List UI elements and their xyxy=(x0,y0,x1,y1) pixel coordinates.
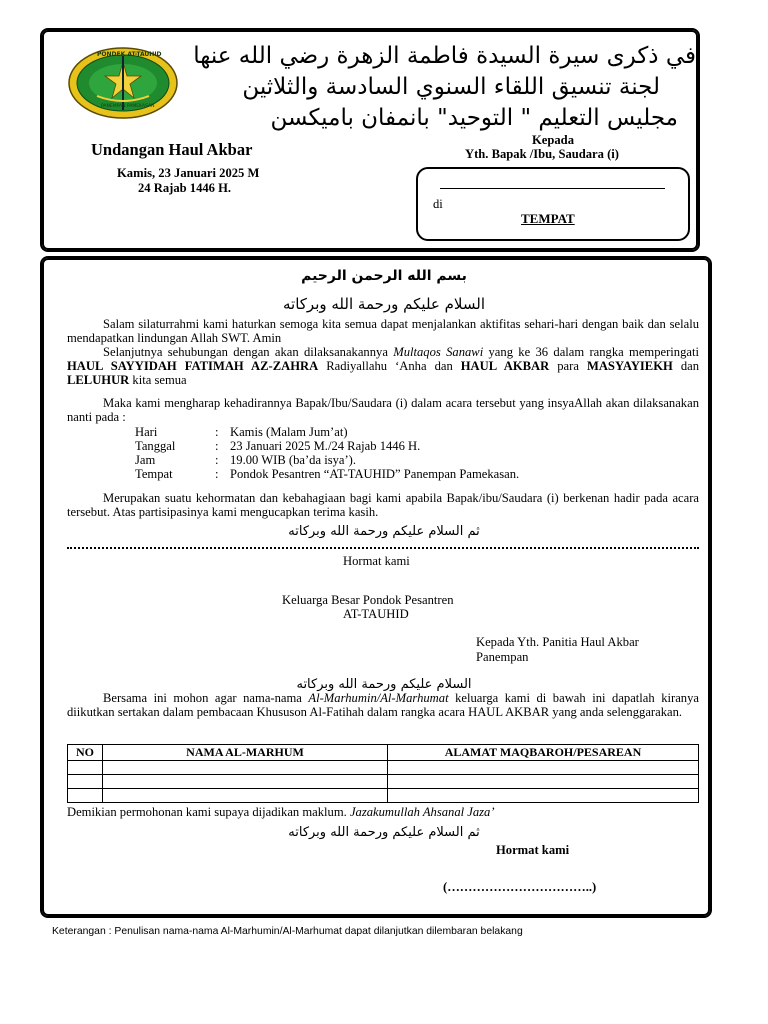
detail-jam xyxy=(135,453,356,468)
paragraph-request-text: Maka kami mengharap kehadirannya Bapak/Ibu/Saudara (i) dalam acara tersebut yang insyaAllah akan dilaksanakan nanti pada : xyxy=(67,396,699,424)
paragraph-event xyxy=(67,346,699,387)
keluarga-line2: AT-TAUHID xyxy=(343,607,409,621)
p2-text-e: dan xyxy=(672,358,700,373)
paragraph-greeting-text: Salam silaturrahmi kami haturkan semoga kita semua dapat menjalankan aktifitas sehari-hari dengan baik dan selalu mendapatkan lindungan Allah SWT. Amin xyxy=(67,317,699,345)
detail-tanggal xyxy=(135,439,420,454)
invitation-date-hijri: 24 Rajab 1446 H. xyxy=(138,181,232,195)
table-header-row xyxy=(68,745,699,761)
reply-closing-italic: Jazakumullah Ahsanal Jaza’ xyxy=(349,805,495,819)
invitation-date-masehi: Kamis, 23 Januari 2025 M xyxy=(117,166,260,180)
header-arabic-line3: مجليس التعليم " التوحيد" بانمفان باميكسن xyxy=(270,105,678,131)
logo-text-bottom: PANEMPAN PAMEKASAN xyxy=(101,104,155,109)
detail-value: 19.00 WIB (ba’da isya’). xyxy=(230,453,357,467)
detail-sep: : xyxy=(215,439,219,453)
address-tempat: TEMPAT xyxy=(521,211,575,226)
cell-alamat[interactable] xyxy=(388,775,699,789)
address-box xyxy=(416,167,690,241)
salam-opening: السلام عليكم ورحمة الله وبركاته xyxy=(283,295,485,313)
p2-bold-haul-sayyidah: HAUL SAYYIDAH FATIMAH AZ-ZAHRA xyxy=(67,358,319,373)
reply-closing xyxy=(67,805,495,820)
cell-no[interactable] xyxy=(68,789,103,803)
recipient-kepada: Kepada xyxy=(532,133,574,147)
address-di: di xyxy=(433,197,443,211)
reply-salam-closing: ثم السلام عليكم ورحمة الله وبركاته xyxy=(288,825,480,840)
salam-closing: ثم السلام عليكم ورحمة الله وبركاته xyxy=(288,524,480,539)
paragraph-closing-text: Merupakan suatu kehormatan dan kebahagiaan bagi kami apabila Bapak/ibu/Saudara (i) berkenan hadir pada acara tersebut. Atas partisipasinya kami mengucapkan terima kasih. xyxy=(67,491,699,519)
paragraph-closing xyxy=(67,492,699,520)
address-name-line xyxy=(440,188,665,189)
cell-no[interactable] xyxy=(68,775,103,789)
detail-label: Jam xyxy=(135,453,156,467)
school-logo xyxy=(67,46,179,120)
reply-text-b: keluarga kami di bawah ini dapatlah kiranya diikutkan sertakan dalam pembacaan Khususon Al-Fatihah dalam rangka acara HAUL AKBAR yang anda selenggarakan. xyxy=(67,691,699,719)
col-no: NO xyxy=(68,745,103,761)
reply-closing-text: Demikian permohonan kami supaya dijadikan maklum. xyxy=(67,805,350,819)
header-arabic-line1: في ذكرى سيرة السيدة فاطمة الزهرة رضي الله عنها xyxy=(193,43,696,69)
basmalah: بسم الله الرحمن الرحيم xyxy=(301,268,467,284)
footnote: Keterangan : Penulisan nama-nama Al-Marhumin/Al-Marhumat dapat dilanjutkan dilembaran belakang xyxy=(52,926,523,937)
p2-text-f: kita semua xyxy=(129,372,187,387)
p2-text-d: para xyxy=(549,358,587,373)
reply-italic: Al-Marhumin/Al-Marhumat xyxy=(308,691,449,705)
recipient-yth: Yth. Bapak /Ibu, Saudara (i) xyxy=(465,147,619,161)
reply-paragraph xyxy=(67,692,699,720)
reply-text-a: Bersama ini mohon agar nama-nama xyxy=(103,691,309,705)
cell-alamat[interactable] xyxy=(388,789,699,803)
p2-bold-leluhur: LELUHUR xyxy=(67,372,130,387)
logo-text-top: PONDEK AT-TAUHID xyxy=(97,51,162,58)
keluarga-line1: Keluarga Besar Pondok Pesantren xyxy=(282,593,454,607)
paragraph-request xyxy=(67,397,699,425)
p2-italic: Multaqos Sanawi xyxy=(393,345,484,359)
p2-bold-masyayiekh: MASYAYIEKH xyxy=(586,358,673,373)
detail-label: Tanggal xyxy=(135,439,176,453)
detail-value: 23 Januari 2025 M./24 Rajab 1446 H. xyxy=(230,439,421,453)
reply-salam-opening: السلام عليكم ورحمة الله وبركاته xyxy=(296,677,472,692)
cell-no[interactable] xyxy=(68,761,103,775)
detail-tempat xyxy=(135,467,519,482)
marhum-table xyxy=(67,744,699,803)
col-nama: NAMA AL-MARHUM xyxy=(103,745,388,761)
detail-value: Kamis (Malam Jum’at) xyxy=(230,425,348,439)
table-row xyxy=(68,789,699,803)
col-alamat: ALAMAT MAQBAROH/PESAREAN xyxy=(388,745,699,761)
detail-sep: : xyxy=(215,425,219,439)
invitation-title: Undangan Haul Akbar xyxy=(91,140,253,159)
detail-label: Hari xyxy=(135,425,158,439)
cell-nama[interactable] xyxy=(103,775,388,789)
p2-text-a: Selanjutnya sehubungan dengan akan dilaksanakannya xyxy=(103,345,394,359)
cut-line xyxy=(67,547,699,549)
detail-value: Pondok Pesantren “AT-TAUHID” Panempan Pamekasan. xyxy=(230,467,520,481)
paragraph-greeting xyxy=(67,318,699,346)
detail-sep: : xyxy=(215,453,219,467)
reply-kepada-line1: Kepada Yth. Panitia Haul Akbar xyxy=(476,635,639,649)
detail-label: Tempat xyxy=(135,467,173,481)
reply-kepada-line2: Panempan xyxy=(476,650,529,664)
p2-bold-haul-akbar: HAUL AKBAR xyxy=(460,358,550,373)
table-row xyxy=(68,775,699,789)
hormat-kami: Hormat kami xyxy=(343,554,410,568)
table-row xyxy=(68,761,699,775)
p2-text-c: Radiyallahu ‘Anha dan xyxy=(318,358,461,373)
cell-nama[interactable] xyxy=(103,789,388,803)
reply-hormat: Hormat kami xyxy=(496,843,570,857)
p2-text-b: yang ke 36 dalam rangka memperingati xyxy=(483,345,699,359)
detail-hari xyxy=(135,425,348,440)
cell-alamat[interactable] xyxy=(388,761,699,775)
reply-signature[interactable]: (……………………………..) xyxy=(443,880,597,894)
detail-sep: : xyxy=(215,467,219,481)
header-arabic-line2: لجنة تنسيق اللقاء السنوي السادسة والثلاثين xyxy=(242,74,660,100)
cell-nama[interactable] xyxy=(103,761,388,775)
